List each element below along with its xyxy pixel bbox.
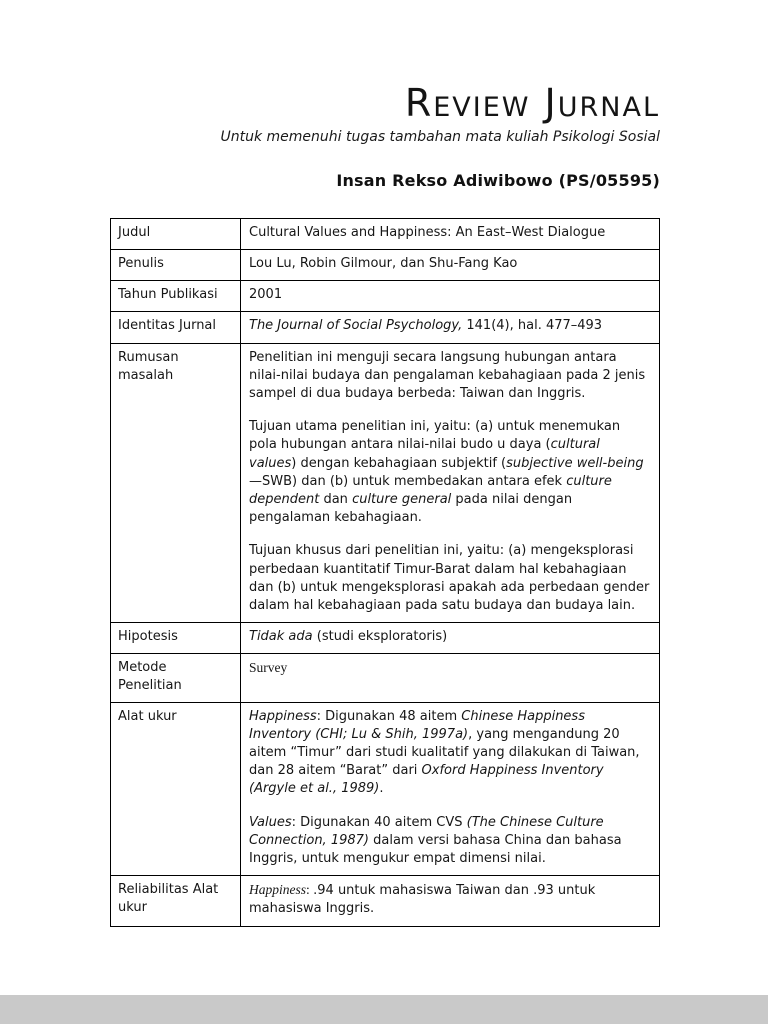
row-label: Reliabilitas Alat ukur bbox=[111, 876, 241, 926]
text-segment: : Digunakan 40 aitem CVS bbox=[291, 814, 467, 830]
row-label: Penulis bbox=[111, 250, 241, 281]
table-row bbox=[111, 343, 660, 622]
text-segment: , yang mengandung 20 aitem “Timur” dari studi kualitatif yang dilakukan di Taiwan, dan 28 aitem “Barat” dari bbox=[249, 726, 640, 779]
content-paragraph bbox=[249, 659, 651, 678]
content-paragraph bbox=[249, 708, 651, 799]
content-paragraph bbox=[249, 881, 651, 918]
row-label: Tahun Publikasi bbox=[111, 281, 241, 312]
page-title: Review Jurnal bbox=[404, 81, 660, 125]
table-row bbox=[111, 623, 660, 654]
row-content bbox=[241, 343, 660, 622]
table-row bbox=[111, 281, 660, 312]
row-content bbox=[241, 702, 660, 876]
text-segment: dan bbox=[319, 491, 353, 507]
text-segment: —SWB) dan (b) untuk membedakan antara efek bbox=[249, 473, 567, 489]
text-segment: Tujuan utama penelitian ini, yaitu: (a) untuk menemukan pola hubungan antara nilai-nilai budo u daya ( bbox=[249, 419, 621, 453]
italic-text-segment: subjective well-being bbox=[506, 455, 644, 471]
text-segment: : bbox=[306, 882, 314, 898]
content-paragraph bbox=[249, 418, 651, 527]
table-row bbox=[111, 250, 660, 281]
text-segment: .94 untuk mahasiswa Taiwan dan .93 untuk mahasiswa Inggris. bbox=[249, 883, 596, 917]
row-label: Alat ukur bbox=[111, 702, 241, 876]
row-content bbox=[241, 218, 660, 249]
row-content bbox=[241, 623, 660, 654]
row-content bbox=[241, 250, 660, 281]
text-segment: Tujuan khusus dari penelitian ini, yaitu: (a) mengeksplorasi perbedaan kuantitatif Timur-Barat dalam hal kebahagiaan dan (b) untuk mengeksplorasi apakah ada perbedaan gender dalam hal kebahagiaan pada satu budaya dan budaya lain. bbox=[249, 543, 650, 613]
italic-text-segment: culture dependent bbox=[249, 473, 612, 507]
row-label: Rumusan masalah bbox=[111, 343, 241, 622]
page-gap bbox=[0, 995, 768, 1024]
content-paragraph bbox=[249, 542, 651, 615]
review-table bbox=[110, 218, 660, 927]
text-segment: . bbox=[379, 781, 384, 797]
content-paragraph bbox=[249, 286, 651, 304]
italic-text-segment: The Journal of Social Psychology, bbox=[249, 318, 463, 334]
row-content bbox=[241, 281, 660, 312]
row-label: Identitas Jurnal bbox=[111, 312, 241, 343]
content-paragraph bbox=[249, 317, 651, 335]
review-table-body bbox=[111, 218, 660, 926]
text-segment: dalam versi bahasa China dan bahasa Inggris, untuk mengukur empat dimensi nilai. bbox=[249, 832, 622, 866]
content-paragraph bbox=[249, 224, 651, 242]
italic-text-segment: culture general bbox=[352, 491, 452, 507]
row-content bbox=[241, 312, 660, 343]
row-label: Metode Penelitian bbox=[111, 654, 241, 702]
row-label: Hipotesis bbox=[111, 623, 241, 654]
content-paragraph bbox=[249, 628, 651, 646]
italic-text-segment: Oxford Happiness Inventory (Argyle et al., 1989) bbox=[249, 763, 604, 797]
table-row bbox=[111, 312, 660, 343]
table-row bbox=[111, 876, 660, 926]
content-paragraph bbox=[249, 349, 651, 404]
row-label: Judul bbox=[111, 218, 241, 249]
italic-text-segment: (The Chinese Culture Connection, 1987) bbox=[249, 814, 604, 848]
text-segment: Lou Lu, Robin Gilmour, dan Shu-Fang Kao bbox=[249, 256, 518, 272]
text-segment: Survey bbox=[249, 660, 288, 676]
italic-text-segment: Tidak ada bbox=[249, 629, 313, 645]
text-segment: Cultural Values and Happiness: An East–West Dialogue bbox=[249, 224, 606, 240]
text-segment: ) dengan kebahagiaan subjektif ( bbox=[291, 455, 507, 471]
text-segment: Penelitian ini menguji secara langsung hubungan antara nilai-nilai budaya dan pengalaman kebahagiaan pada 2 jenis sampel di dua budaya berbeda: Taiwan dan Inggris. bbox=[249, 349, 646, 402]
italic-text-segment: Chinese Happiness Inventory (CHI; Lu & Shih, 1997a) bbox=[249, 708, 585, 742]
text-segment: 141(4), hal. 477–493 bbox=[462, 318, 603, 334]
italic-text-segment: Happiness bbox=[249, 708, 317, 724]
content-paragraph bbox=[249, 814, 651, 869]
table-row bbox=[111, 654, 660, 702]
text-segment: pada nilai dengan pengalaman kebahagiaan. bbox=[249, 491, 573, 526]
row-content bbox=[241, 876, 660, 926]
author-line: Insan Rekso Adiwibowo (PS/05595) bbox=[336, 170, 660, 190]
text-segment: (studi eksploratoris) bbox=[312, 629, 448, 645]
text-segment: : Digunakan 48 aitem bbox=[316, 708, 462, 724]
text-segment: 2001 bbox=[249, 287, 283, 303]
italic-text-segment: Happiness bbox=[249, 882, 306, 898]
content-paragraph bbox=[249, 255, 651, 273]
italic-text-segment: Values bbox=[249, 814, 292, 830]
page-subtitle: Untuk memenuhi tugas tambahan mata kuliah Psikologi Sosial bbox=[220, 128, 660, 145]
italic-text-segment: cultural values bbox=[249, 437, 600, 471]
table-row bbox=[111, 702, 660, 876]
row-content bbox=[241, 654, 660, 702]
table-row bbox=[111, 218, 660, 249]
document-header bbox=[0, 81, 768, 190]
